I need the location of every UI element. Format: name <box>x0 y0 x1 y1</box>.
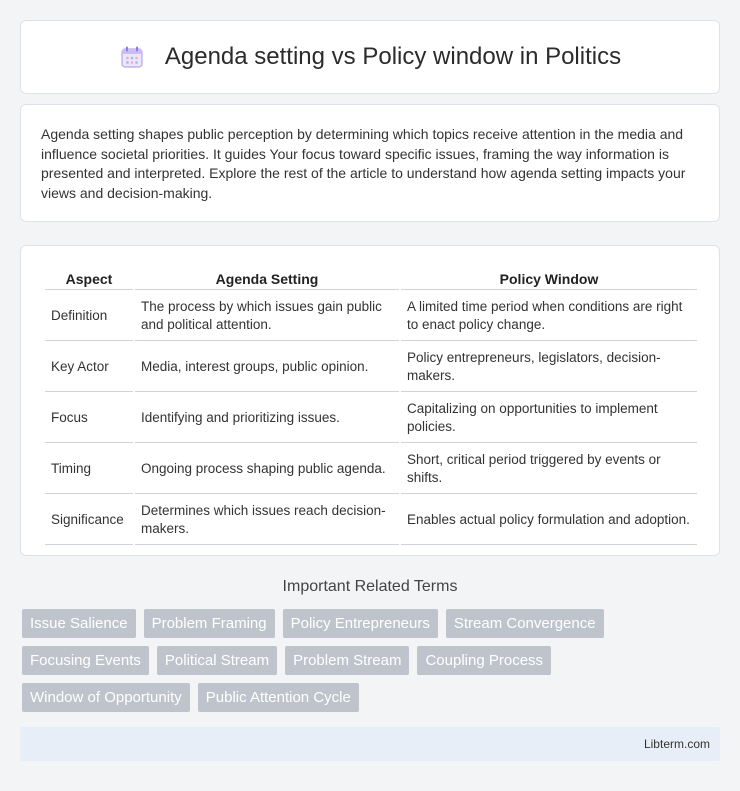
header <box>21 21 719 93</box>
table-row <box>45 496 697 545</box>
related-term-tag[interactable]: Window of Opportunity <box>22 683 190 712</box>
related-term-tag[interactable]: Problem Stream <box>285 646 409 675</box>
related-term-tag[interactable]: Problem Framing <box>144 609 275 638</box>
related-term-tag[interactable]: Coupling Process <box>417 646 551 675</box>
header-policy-window: Policy Window <box>401 268 697 290</box>
cell-aspect: Significance <box>45 496 133 545</box>
cell-aspect: Timing <box>45 445 133 494</box>
header-agenda-setting: Agenda Setting <box>135 268 399 290</box>
table-row <box>45 394 697 443</box>
calendar-icon <box>119 44 145 70</box>
intro-card <box>20 104 720 222</box>
cell-aspect: Key Actor <box>45 343 133 392</box>
cell-policy-window: Capitalizing on opportunities to implement policies. <box>401 394 697 443</box>
table-row <box>45 445 697 494</box>
cell-agenda-setting: Media, interest groups, public opinion. <box>135 343 399 392</box>
header-aspect: Aspect <box>45 268 133 290</box>
cell-policy-window: Policy entrepreneurs, legislators, decision-makers. <box>401 343 697 392</box>
header-card <box>20 20 720 94</box>
cell-agenda-setting: Ongoing process shaping public agenda. <box>135 445 399 494</box>
cell-policy-window: A limited time period when conditions are right to enact policy change. <box>401 292 697 341</box>
cell-policy-window: Short, critical period triggered by events or shifts. <box>401 445 697 494</box>
intro-paragraph: Agenda setting shapes public perception by determining which topics receive attention in the media and influence societal priorities. It guides Your focus toward specific issues, framing the way information is presented and interpreted. Explore the rest of the article to understand how agenda setting impacts your views and decision-making. <box>41 126 686 201</box>
cell-agenda-setting: Identifying and prioritizing issues. <box>135 394 399 443</box>
related-term-tag[interactable]: Policy Entrepreneurs <box>283 609 438 638</box>
comparison-card <box>20 245 720 556</box>
related-term-tag[interactable]: Issue Salience <box>22 609 136 638</box>
table-row <box>45 343 697 392</box>
table-row <box>45 292 697 341</box>
cell-agenda-setting: The process by which issues gain public and political attention. <box>135 292 399 341</box>
related-term-tag[interactable]: Focusing Events <box>22 646 149 675</box>
related-terms-title: Important Related Terms <box>282 578 458 595</box>
cell-aspect: Focus <box>45 394 133 443</box>
page-title: Agenda setting vs Policy window in Politics <box>164 43 622 70</box>
cell-aspect: Definition <box>45 292 133 341</box>
related-term-tag[interactable]: Stream Convergence <box>446 609 604 638</box>
related-term-tag[interactable]: Public Attention Cycle <box>198 683 359 712</box>
footer-site-link[interactable]: Libterm.com <box>643 737 710 751</box>
comparison-table <box>43 266 699 547</box>
cell-agenda-setting: Determines which issues reach decision-makers. <box>135 496 399 545</box>
related-term-tag[interactable]: Political Stream <box>157 646 277 675</box>
cell-policy-window: Enables actual policy formulation and adoption. <box>401 496 697 545</box>
table-header-row <box>45 268 697 290</box>
related-terms-list <box>22 609 722 712</box>
footer <box>20 727 720 761</box>
